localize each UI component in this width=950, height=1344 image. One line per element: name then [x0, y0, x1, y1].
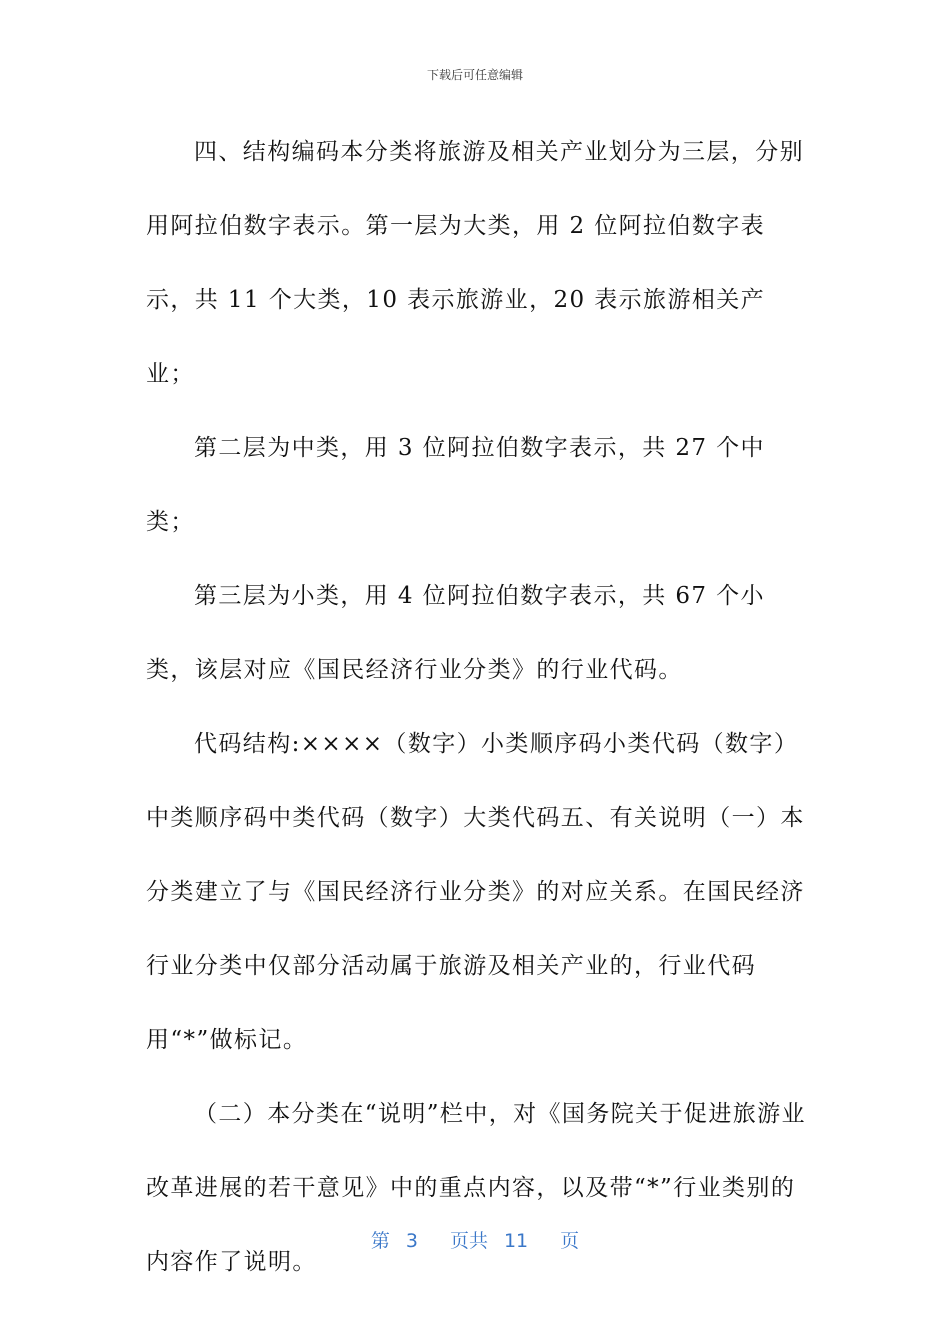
paragraph: 四、结构编码本分类将旅游及相关产业划分为三层，分别用阿拉伯数字表示。第一层为大类，用 2 位阿拉伯数字表示，共 11 个大类，10 表示旅游业，20 表示旅游相关产业； — [146, 139, 804, 387]
footer-middle: 页共 — [449, 1230, 488, 1252]
paragraph: 第三层为小类，用 4 位阿拉伯数字表示，共 67 个小类，该层对应《国民经济行业分类》的行业代码。 — [146, 583, 765, 683]
page-footer — [0, 1226, 950, 1253]
header-note: 下载后可任意编辑 — [426, 68, 523, 82]
paragraph: 代码结构:××××（数字）小类顺序码小类代码（数字）中类顺序码中类代码（数字）大类代码五、有关说明（一）本分类建立了与《国民经济行业分类》的对应关系。在国民经济行业分类中仅部分活动属于旅游及相关产业的，行业代码用“*”做标记。 — [146, 731, 805, 1053]
document-body — [146, 115, 810, 1299]
footer-total-pages: 11 — [503, 1230, 529, 1252]
footer-page-number: 3 — [405, 1230, 418, 1252]
footer-prefix: 第 — [370, 1230, 390, 1252]
footer-suffix: 页 — [560, 1230, 580, 1252]
paragraph: 第二层为中类，用 3 位阿拉伯数字表示，共 27 个中类； — [146, 435, 765, 535]
paragraph: （二）本分类在“说明”栏中，对《国务院关于促进旅游业改革进展的若干意见》中的重点内容，以及带“*”行业类别的内容作了说明。 — [146, 1101, 806, 1275]
